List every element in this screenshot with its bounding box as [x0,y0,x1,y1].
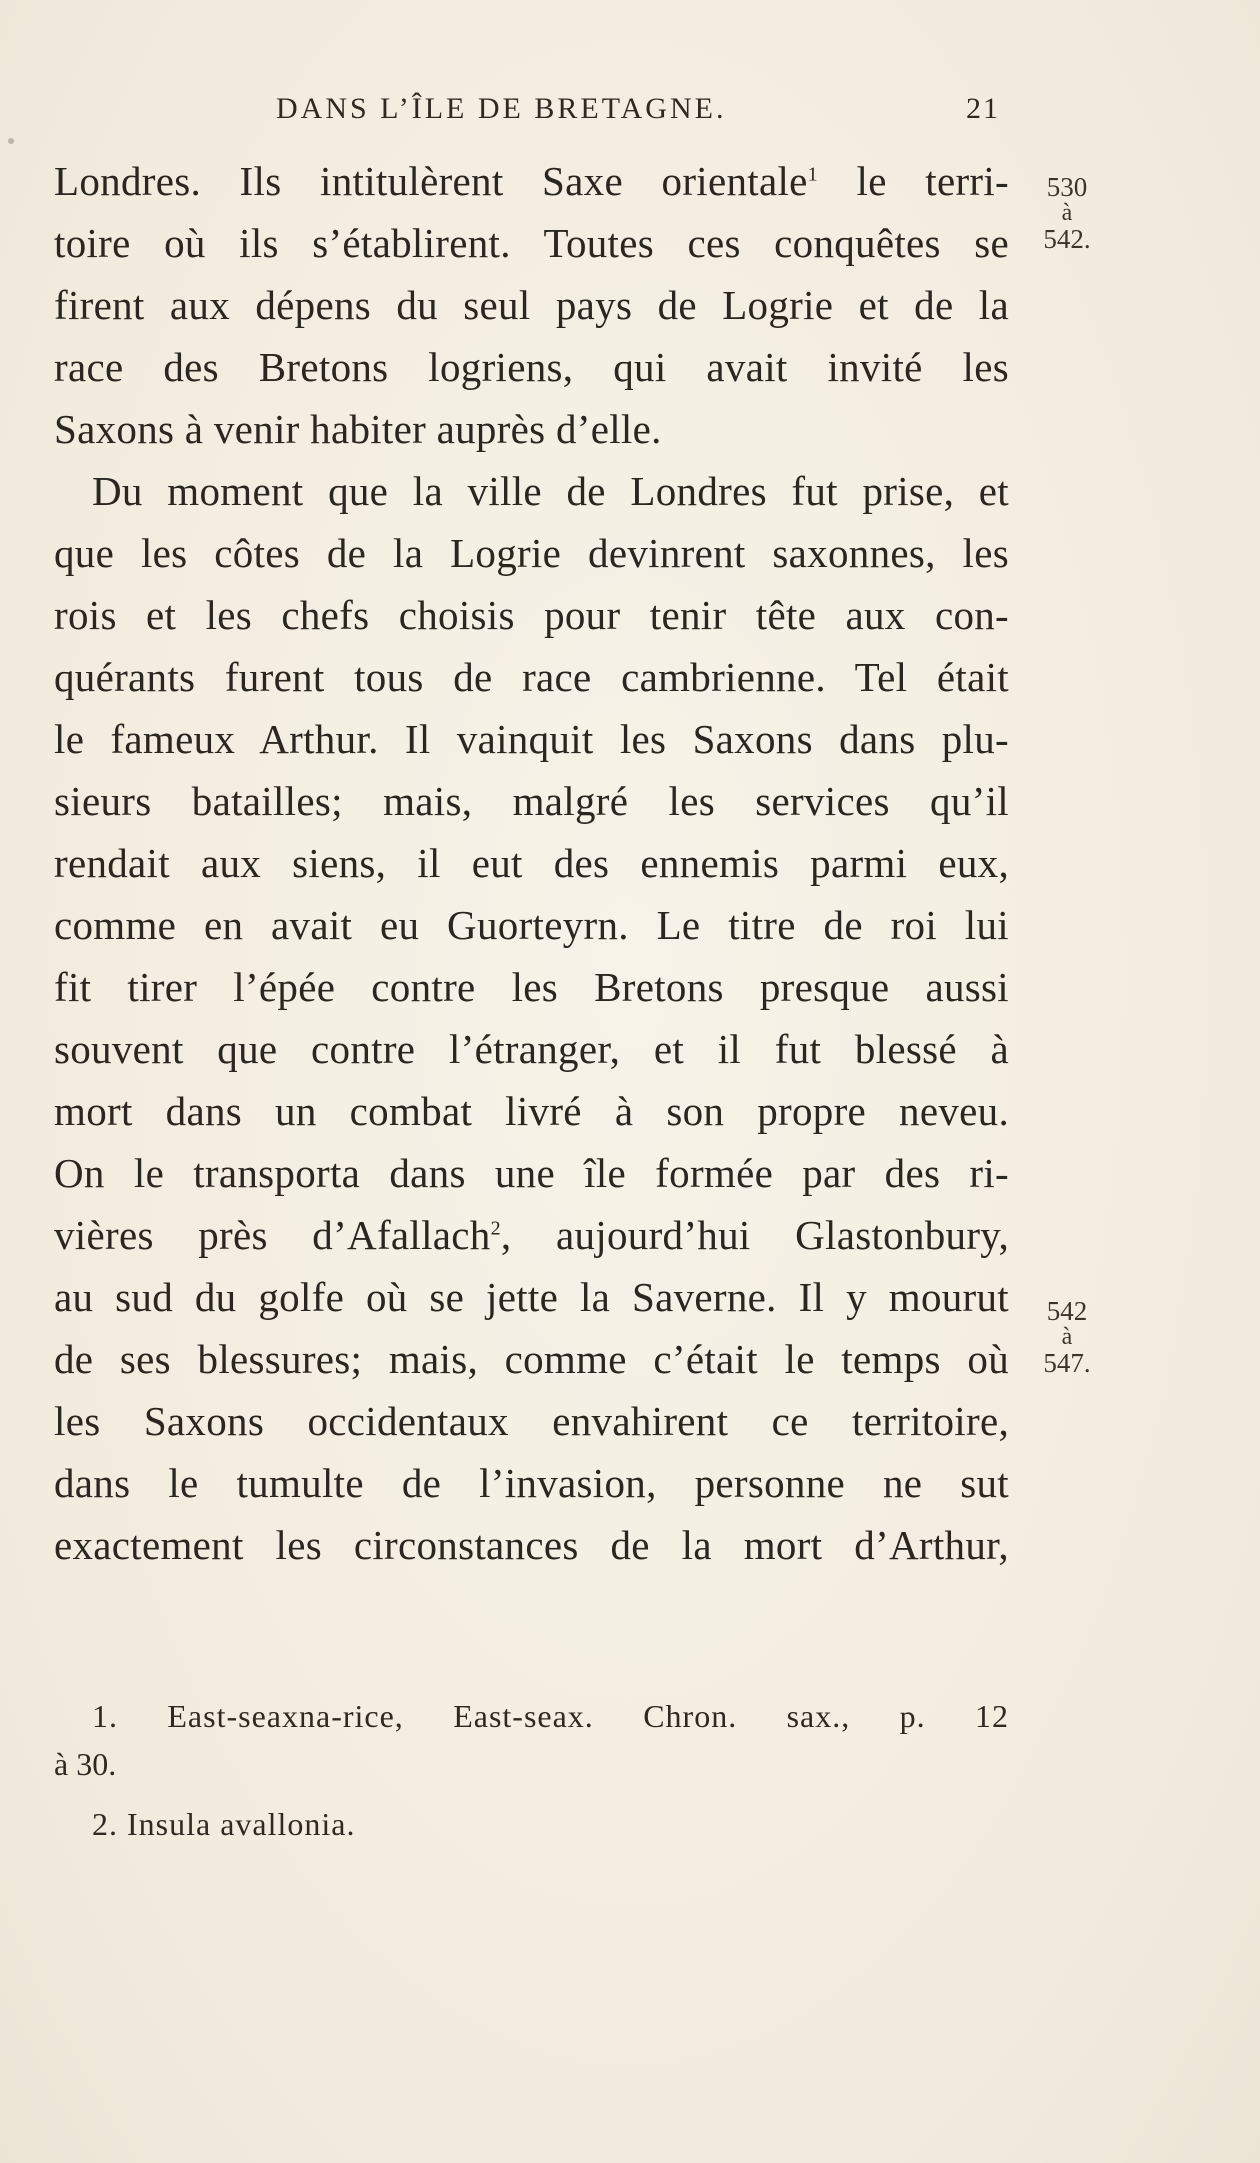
text-line: toire où ils s’établirent. Toutes ces conquêtes se [54,220,1009,266]
text-line: rendait aux siens, il eut des ennemis parmi eux, [54,840,1009,886]
footnote-ref-2: 2 [490,1217,501,1240]
text-line: dans le tumulte de l’invasion, personne ne sut [54,1460,1009,1506]
text-line: souvent que contre l’étranger, et il fut blessé à [54,1026,1009,1072]
text-line: rois et les chefs choisis pour tenir tête aux con- [54,592,1009,638]
text-line: On le transporta dans une île formée par des ri- [54,1150,1009,1196]
text-line: quérants furent tous de race cambrienne. Tel était [54,654,1009,700]
text-line: fit tirer l’épée contre les Bretons presque aussi [54,964,1009,1010]
text-line: le fameux Arthur. Il vainquit les Saxons dans plu- [54,716,1009,762]
text-line: que les côtes de la Logrie devinrent saxonnes, les [54,530,1009,576]
text-line: exactement les circonstances de la mort d’Arthur, [54,1522,1009,1568]
footnotes [54,1692,1009,1848]
text-line: mort dans un combat livré à son propre neveu. [54,1088,1009,1134]
text-line: Londres. Ils intitulèrent Saxe orientale$^1$ le terri- [54,158,1009,204]
text-line: race des Bretons logriens, qui avait invité les [54,344,1009,390]
text-line: les Saxons occidentaux envahirent ce territoire, [54,1398,1009,1444]
running-title: DANS L’ÎLE DE BRETAGNE. [276,92,727,125]
footnote-ref-1: 1 [807,163,818,186]
footnote-2: 2. Insula avallonia. [92,1806,356,1842]
text-line: sieurs batailles; mais, malgré les services qu’il [54,778,1009,824]
margin-date-2: 542 à 547. [1043,1296,1091,1378]
footnote-1-continuation: à 30. [54,1746,117,1782]
text-line: de ses blessures; mais, comme c’était le temps où [54,1336,1009,1382]
main-text [54,150,1009,1576]
ink-speck [8,138,14,144]
margin-date-1: 530 à 542. [1043,172,1091,254]
page-number: 21 [966,92,1000,125]
text-line: Saxons à venir habiter auprès d’elle. [54,406,662,452]
text-line: Du moment que la ville de Londres fut prise, et [92,468,1009,514]
text-line: comme en avait eu Guorteyrn. Le titre de roi lui [54,902,1009,948]
footnote-1: 1. East-seaxna-rice, East-seax. Chron. sax., p. 12 [92,1698,1009,1734]
text-line: firent aux dépens du seul pays de Logrie et de la [54,282,1009,328]
text-line: au sud du golfe où se jette la Saverne. Il y mourut [54,1274,1009,1320]
text-line: vières près d’Afallach$^2$, aujourd’hui Glastonbury, [54,1212,1009,1258]
